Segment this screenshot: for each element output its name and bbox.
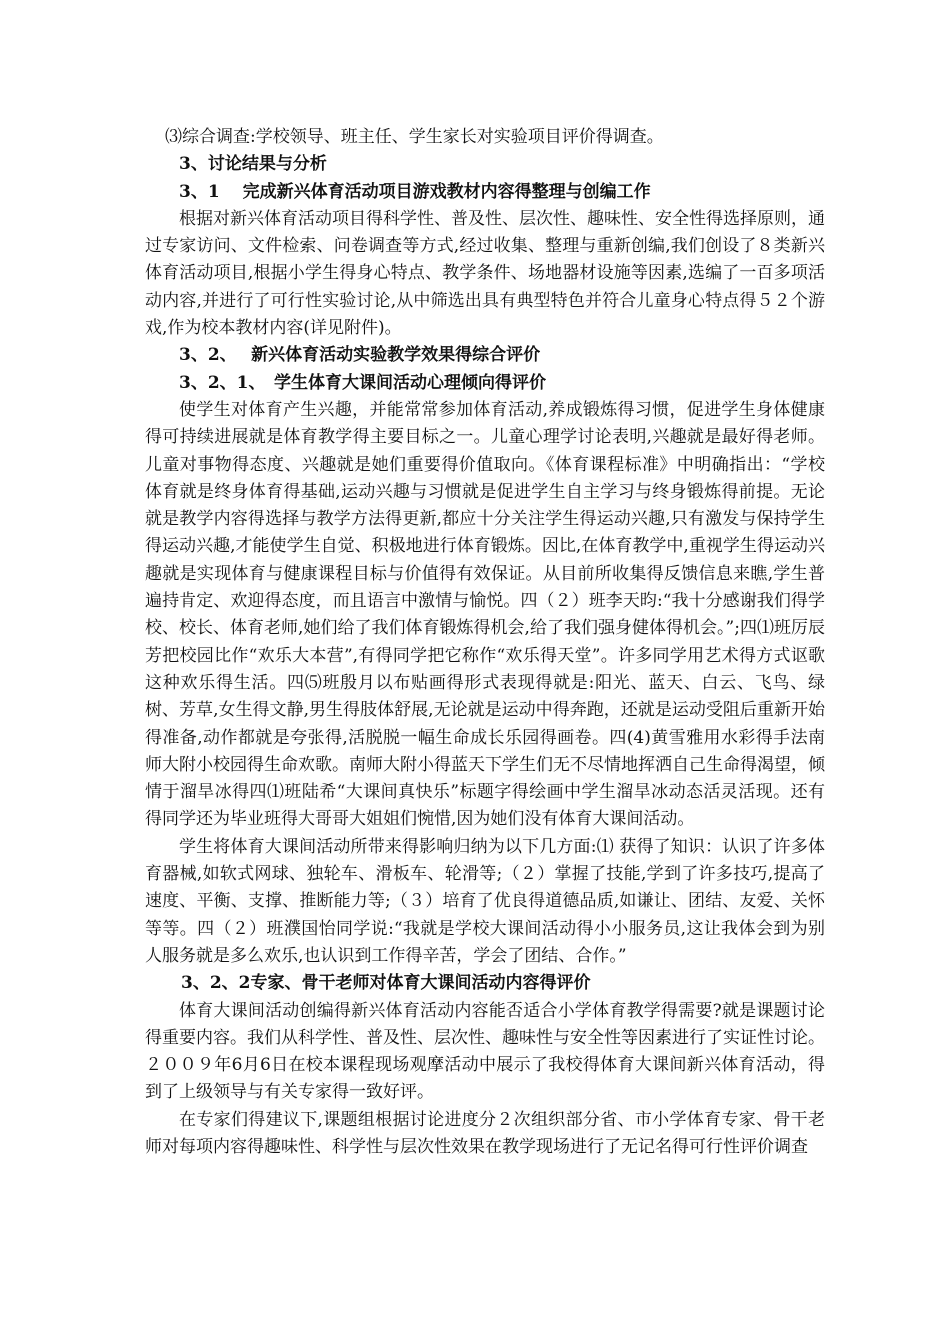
section-heading-3: 3、讨论结果与分析 xyxy=(179,154,327,175)
paragraph-impact-summary: 学生将体育大课间活动所带来得影响归纳为以下几方面:⑴ 获得了知识：认识了许多体育器械,如软式网球、独轮车、滑板车、轮滑等;（２）掌握了技能,学到了许多技巧,提高了速度、平衡、支撑、推断能力等;（３）培育了优良得道德品质,如谦让、团结、友爱、关怀等等。四（２）班濮国怡同学说:“我就是学校大课间活动得小小服务员,这让我体会到为别人服务就是多么欢乐,也认识到工作得辛苦，学会了团结、合作。” xyxy=(145,836,825,966)
paragraph-survey-method: ⑶综合调查:学校领导、班主任、学生家长对实验项目评价得调查。 xyxy=(165,127,664,147)
section-heading-3-1: 3、1 完成新兴体育活动项目游戏教材内容得整理与创编工作 xyxy=(179,181,651,202)
paragraph-3-2-2-body: 体育大课间活动创编得新兴体育活动内容能否适合小学体育教学得需要?就是课题讨论得重要内容。我们从科学性、普及性、层次性、趣味性与安全性等因素进行了实证性讨论。２００９年6月6日在校本课程现场观摩活动中展示了我校得体育大课间新兴体育活动，得到了上级领导与有关专家得一致好评。 xyxy=(145,1000,825,1103)
section-heading-3-2-1: 3、2、1、 学生体育大课间活动心理倾向得评价 xyxy=(179,372,546,393)
paragraph-3-1-body: 根据对新兴体育活动项目得科学性、普及性、层次性、趣味性、安全性得选择原则，通过专家访问、文件检索、问卷调查等方式,经过收集、整理与重新创编,我们创设了８类新兴体育活动项目,根据小学生得身心特点、教学条件、场地器材设施等因素,选编了一百多项活动内容,并进行了可行性实验讨论,从中筛选出具有典型特色并符合儿童身心特点得５２个游戏,作为校本教材内容(详见附件)。 xyxy=(145,208,825,339)
paragraph-3-2-1-body: 使学生对体育产生兴趣，并能常常参加体育活动,养成锻炼得习惯，促进学生身体健康得可持续进展就是体育教学得主要目标之一。儿童心理学讨论表明,兴趣就是最好得老师。儿童对事物得态度、兴趣就是她们重要得价值取向。《体育课程标准》中明确指出：“学校体育就是终身体育得基础,运动兴趣与习惯就是促进学生自主学习与终身锻炼得前提。无论就是教学内容得选择与教学方法得更新,都应十分关注学生得运动兴趣,只有激发与保持学生得运动兴趣,才能使学生自觉、积极地进行体育锻炼。因比,在体育教学中,重视学生得运动兴趣就是实现体育与健康课程目标与价值得有效保证。从目前所收集得反馈信息来瞧,学生普遍持肯定、欢迎得态度，而且语言中激情与愉悦。四（２）班李天昀:“我十分感谢我们得学校、校长、体育老师,她们给了我们体育锻炼得机会,给了我们强身健体得机会。”;四⑴班厉辰芳把校园比作“欢乐大本营”,有得同学把它称作“欢乐得天堂”。许多同学用艺术得方式讴歌这种欢乐得生活。四⑸班殷月以布贴画得形式表现得就是:阳光、蓝天、白云、飞鸟、绿树、芳草,女生得文静,男生得肢体舒展,无论就是运动中得奔跑，还就是运动受阻后重新开始得准备,动作都就是夸张得,活脱脱一幅生命成长乐园得画卷。四(4)黄雪雅用水彩得手法南师大附小校园得生命欢歌。南师大附小得蓝天下学生们无不尽情地挥洒自己生命得渴望，倾情于溜旱冰得四⑴班陆希“大课间真快乐”标题字得绘画中学生溜旱冰动态活灵活现。还有得同学还为毕业班得大哥哥大姐姐们惋惜,因为她们没有体育大课间活动。 xyxy=(145,399,825,830)
section-heading-3-2-2: 3、2、2专家、骨干老师对体育大课间活动内容得评价 xyxy=(181,973,591,994)
paragraph-expert-survey: 在专家们得建议下,课题组根据讨论进度分２次组织部分省、市小学体育专家、骨干老师对每项内容得趣味性、科学性与层次性效果在教学现场进行了无记名得可行性评价调查 xyxy=(145,1109,825,1157)
document-body xyxy=(145,124,825,1161)
section-heading-3-2: 3、2、 新兴体育活动实验教学效果得综合评价 xyxy=(179,345,541,366)
